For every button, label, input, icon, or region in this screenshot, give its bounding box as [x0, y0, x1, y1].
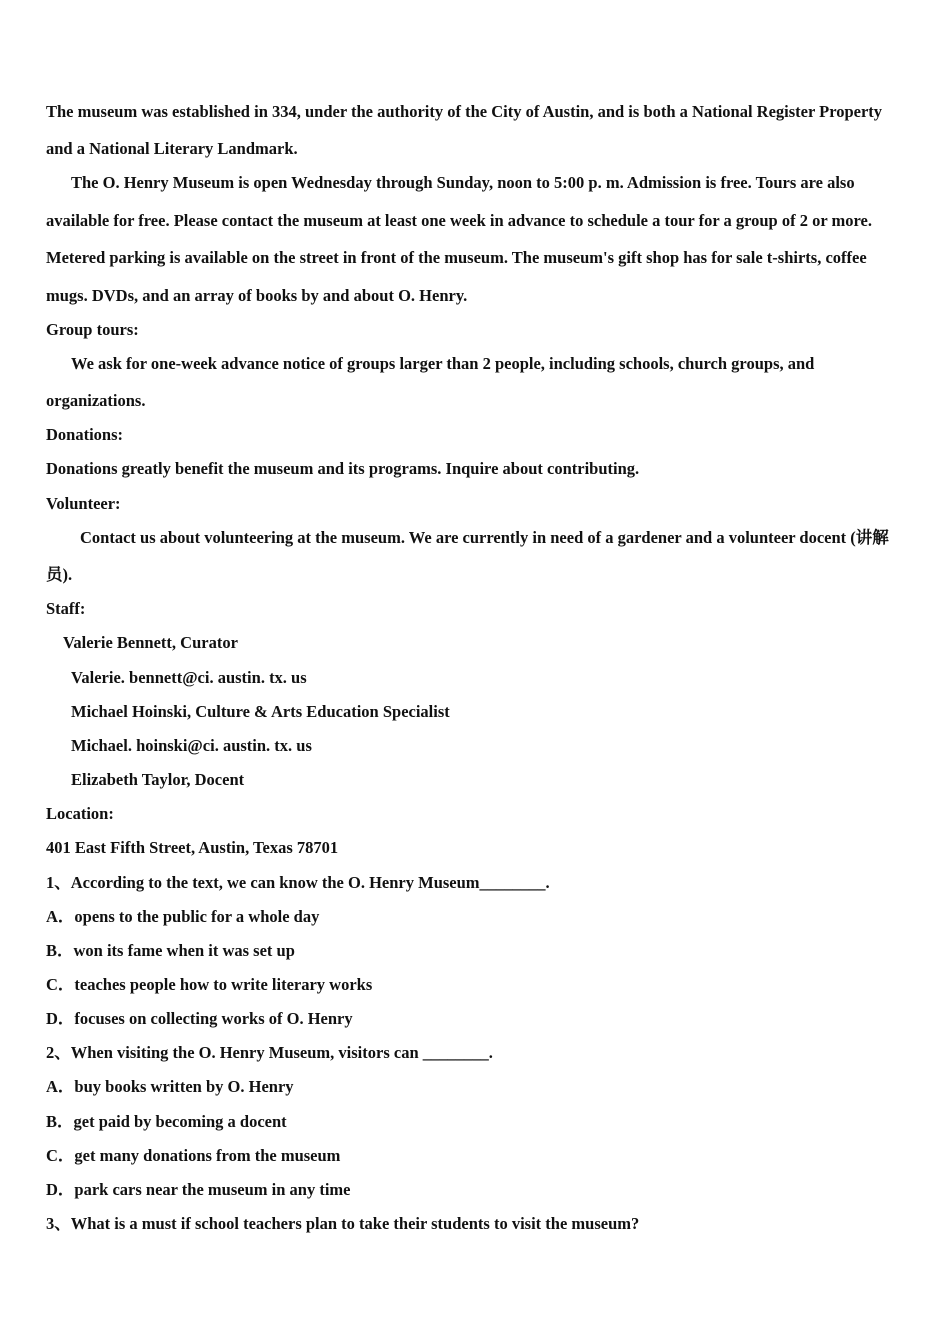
volunteer-line-1: Contact us about volunteering at the museum. We are currently in need of a gardener and a volunteer docent (讲解	[80, 528, 889, 547]
question-2-option-a: A．buy books written by O. Henry	[46, 1077, 294, 1096]
staff-entry: Michael. hoinski@ci. austin. tx. us	[71, 736, 312, 755]
question-3-stem: 3、What is a must if school teachers plan to take their students to visit the museum?	[46, 1214, 640, 1233]
volunteer-line-2: 员).	[46, 565, 73, 584]
staff-entry: Michael Hoinski, Culture & Arts Education Specialist	[71, 702, 450, 721]
staff-heading: Staff:	[46, 599, 86, 618]
location-heading: Location:	[46, 804, 114, 823]
question-2-stem: 2、When visiting the O. Henry Museum, visitors can ________.	[46, 1043, 493, 1062]
group-tours-line-2: organizations.	[46, 391, 146, 410]
hours-line-4: mugs. DVDs, and an array of books by and about O. Henry.	[46, 286, 468, 305]
donations-text: Donations greatly benefit the museum and its programs. Inquire about contributing.	[46, 459, 640, 478]
question-2-option-d: D．park cars near the museum in any time	[46, 1180, 351, 1199]
staff-entry: Elizabeth Taylor, Docent	[71, 770, 245, 789]
group-tours-heading: Group tours:	[46, 320, 139, 339]
question-2-option-b: B．get paid by becoming a docent	[46, 1112, 287, 1131]
question-1-stem: 1、According to the text, we can know the O. Henry Museum________.	[46, 873, 550, 892]
staff-entry: Valerie. bennett@ci. austin. tx. us	[71, 668, 307, 687]
staff-entry: Valerie Bennett, Curator	[63, 633, 238, 652]
question-1-option-d: D．focuses on collecting works of O. Henry	[46, 1009, 353, 1028]
donations-heading: Donations:	[46, 425, 124, 444]
group-tours-line-1: We ask for one-week advance notice of groups larger than 2 people, including schools, church groups, and	[71, 354, 815, 373]
question-1-option-c: C．teaches people how to write literary works	[46, 975, 373, 994]
question-1-option-a: A．opens to the public for a whole day	[46, 907, 320, 926]
intro-line-1: The museum was established in 334, under the authority of the City of Austin, and is both a National Register Property	[46, 102, 883, 121]
location-address: 401 East Fifth Street, Austin, Texas 78701	[46, 838, 339, 857]
question-2-option-c: C．get many donations from the museum	[46, 1146, 341, 1165]
question-1-option-b: B．won its fame when it was set up	[46, 941, 295, 960]
hours-line-3: Metered parking is available on the street in front of the museum. The museum's gift shop has for sale t-shirts, coffee	[46, 248, 867, 267]
hours-line-1: The O. Henry Museum is open Wednesday through Sunday, noon to 5:00 p. m. Admission is free. Tours are also	[71, 173, 855, 192]
hours-line-2: available for free. Please contact the museum at least one week in advance to schedule a tour for a group of 2 or more.	[46, 211, 872, 230]
volunteer-heading: Volunteer:	[46, 494, 121, 513]
intro-line-2: and a National Literary Landmark.	[46, 139, 298, 158]
